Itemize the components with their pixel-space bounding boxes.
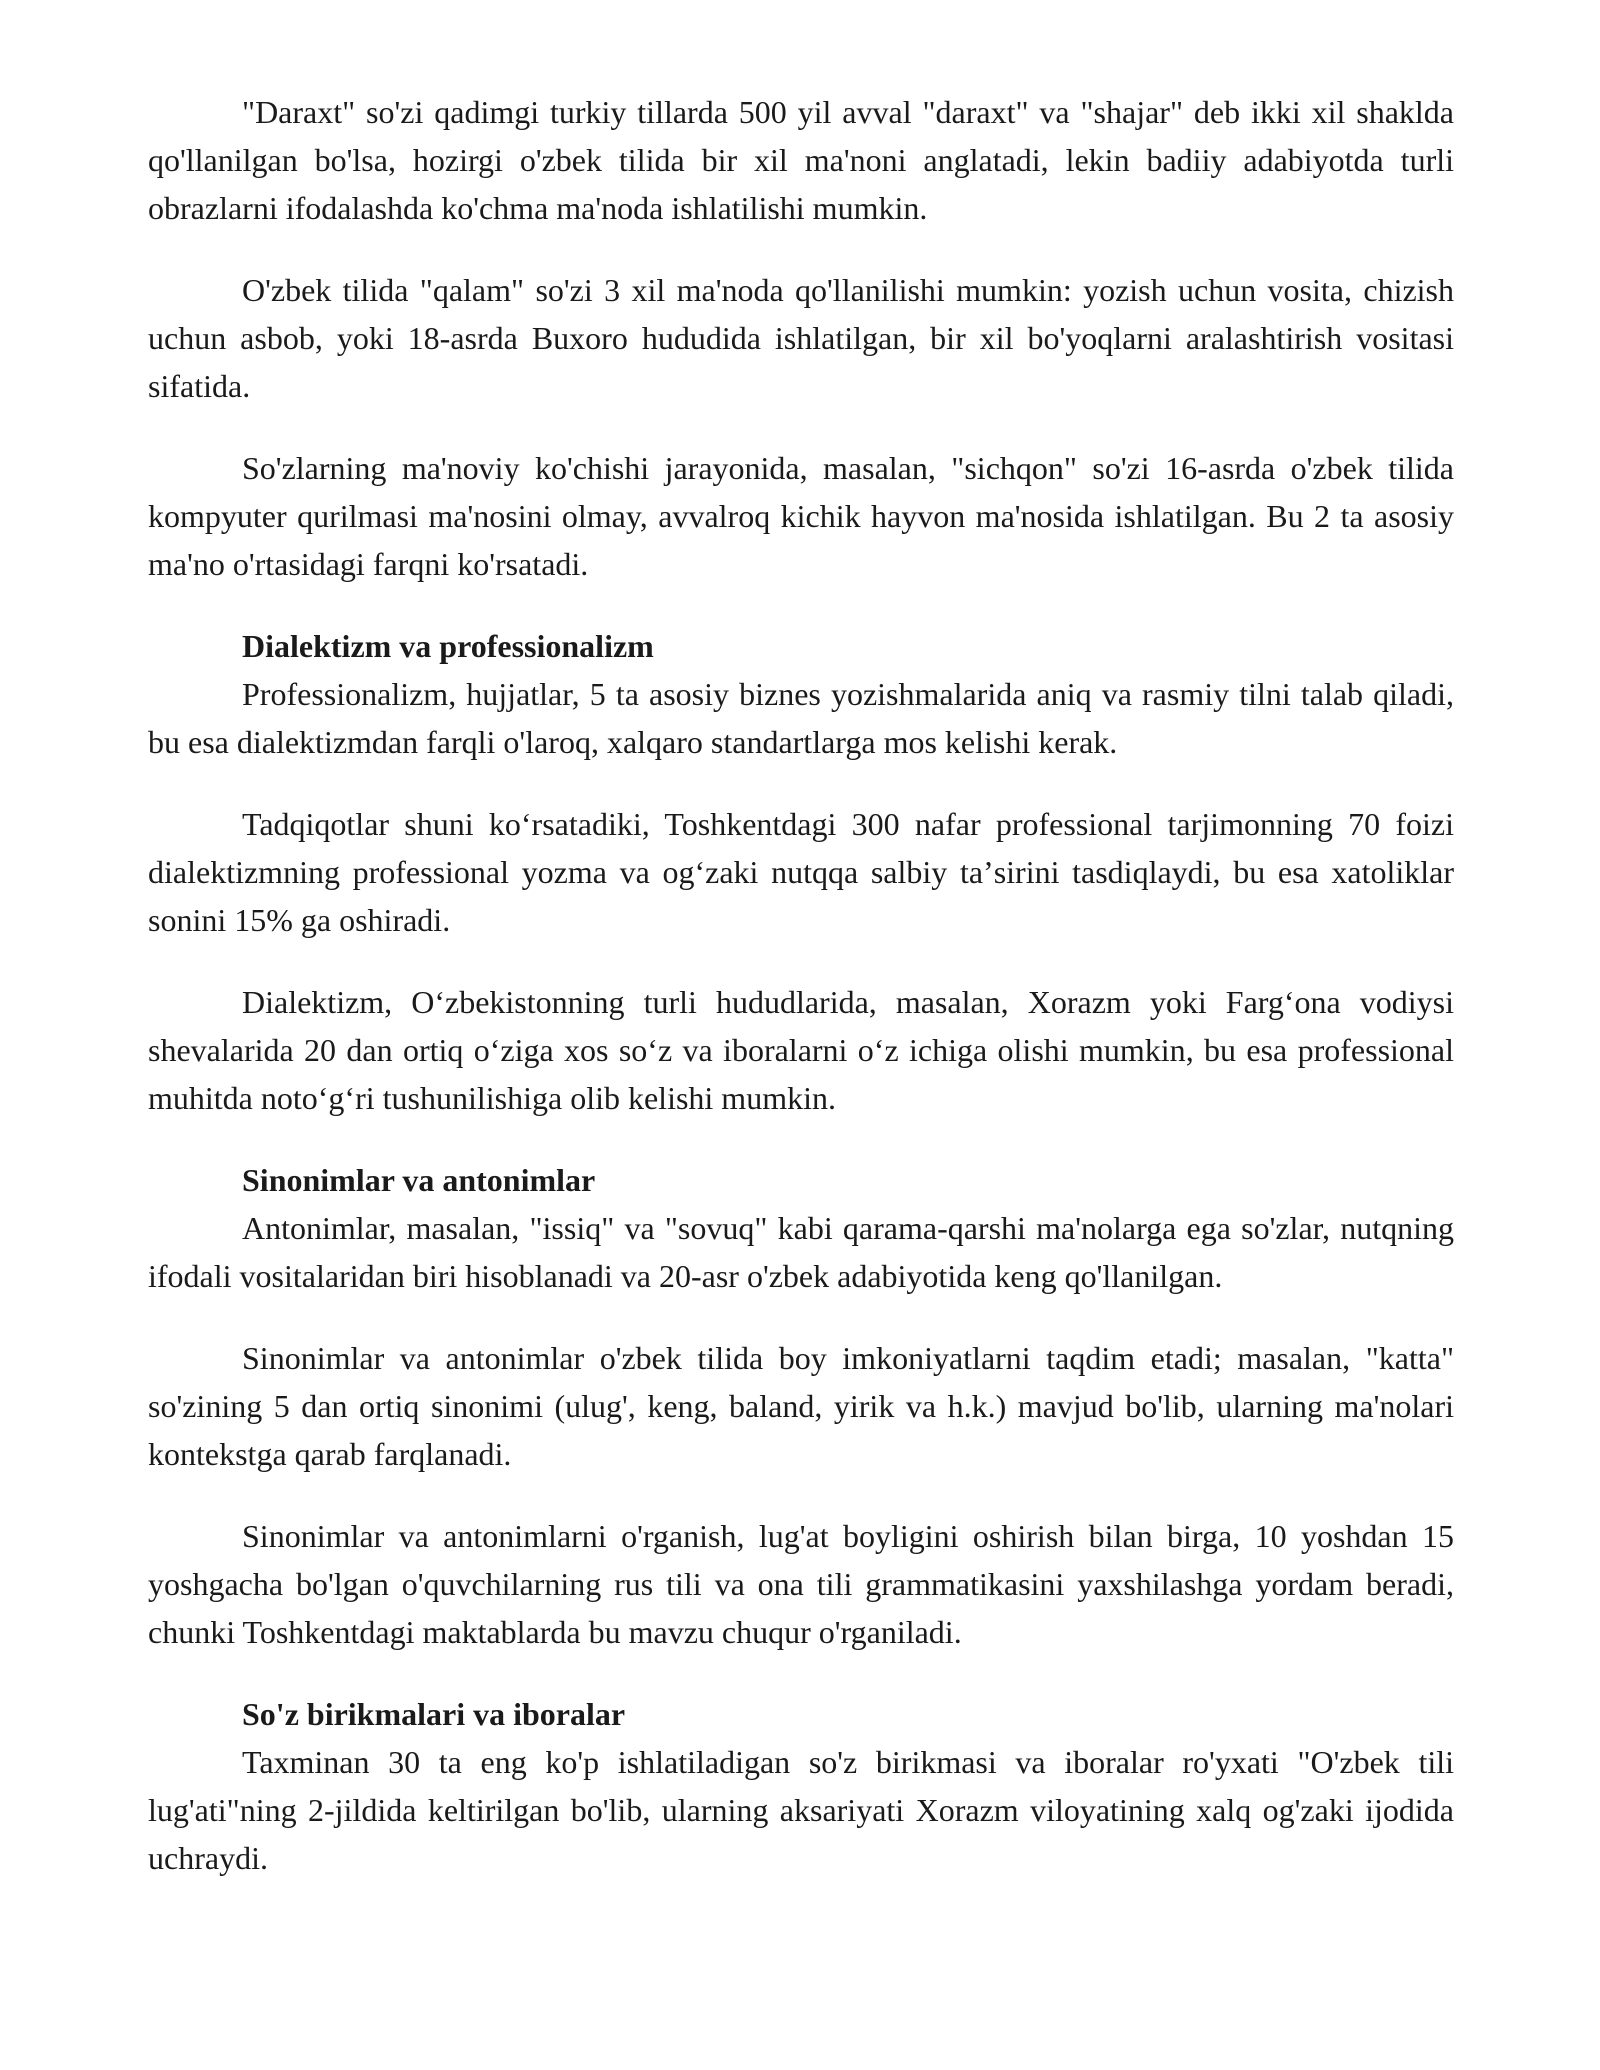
paragraph-daraxt: "Daraxt" so'zi qadimgi turkiy tillarda 500 yil avval "daraxt" va "shajar" deb ikki xil shakldа qo'llanilgan bo'lsa, hozirgi o'zbek tilida bir xil ma'noni anglatadi, lekin badiiy adabiyotda turli obrazlarni ifodalashda ko'chma ma'noda ishlatilishi mumkin. (148, 94, 1454, 226)
paragraph-sinonimlar-organish: Sinonimlar va antonimlarni o'rganish, lug'at boyligini oshirish bilan birga, 10 yoshdan 15 yoshgacha bo'lgan o'quvchilarning rus tili va ona tili grammatikasini yaxshilashga yordam beradi, chunki Toshkentdagi maktablarda bu mavzu chuqur o'rganiladi. (148, 1518, 1454, 1650)
paragraph-birikmalar: Taxminan 30 ta eng ko'p ishlatiladigan so'z birikmasi va iboralar ro'yxati "O'zbek tili lug'ati"ning 2-jildida keltirilgan bo'lib, ularning aksariyati Xorazm viloyatining xalq og'zaki ijodida uchraydi. (148, 1744, 1454, 1876)
paragraph-tadqiqotlar: Tadqiqotlar shuni koʻrsatadiki, Toshkentdagi 300 nafar professional tarjimonning 70 foizi dialektizmning professional yozma va ogʻzaki nutqqa salbiy taʼsirini tasdiqlaydi, bu esa xatoliklar sonini 15% ga oshiradi. (148, 806, 1454, 938)
paragraph-qalam: O'zbek tilida "qalam" so'zi 3 xil ma'noda qo'llanilishi mumkin: yozish uchun vosita, chizish uchun asbob, yoki 18-asrda Buxoro hududida ishlatilgan, bir xil bo'yoqlarni aralashtirish vositasi sifatida. (148, 272, 1454, 404)
heading-sinonimlar: Sinonimlar va antonimlar (242, 1162, 596, 1198)
paragraph-antonimlar: Antonimlar, masalan, "issiq" va "sovuq" kabi qarama-qarshi ma'nolarga ega so'zlar, nutqning ifodali vositalaridan biri hisoblanadi va 20-asr o'zbek adabiyotida keng qo'llanilgan. (148, 1210, 1454, 1294)
paragraph-dialektizm-hududlar: Dialektizm, Oʻzbekistonning turli hududlarida, masalan, Xorazm yoki Fargʻona vodiysi shevalarida 20 dan ortiq oʻziga xos soʻz va iboralarni oʻz ichiga olishi mumkin, bu esa professional muhitda notoʻgʻri tushunilishiga olib kelishi mumkin. (148, 984, 1454, 1116)
paragraph-sinonimlar-imkoniyatlar: Sinonimlar va antonimlar o'zbek tilida boy imkoniyatlarni taqdim etadi; masalan, "katta" so'zining 5 dan ortiq sinonimi (ulug', keng, baland, yirik va h.k.) mavjud bo'lib, ularning ma'nolari kontekstga qarab farqlanadi. (148, 1340, 1454, 1472)
document-page (148, 88, 1454, 1916)
paragraph-professionalizm: Professionalizm, hujjatlar, 5 ta asosiy biznes yozishmalarida aniq va rasmiy tilni talab qiladi, bu esa dialektizmdan farqli o'laroq, xalqaro standartlarga mos kelishi kerak. (148, 676, 1454, 760)
heading-birikmalar: So'z birikmalari va iboralar (242, 1696, 626, 1732)
heading-dialektizm: Dialektizm va professionalizm (242, 628, 654, 664)
paragraph-sichqon: So'zlarning ma'noviy ko'chishi jarayonida, masalan, "sichqon" so'zi 16-asrda o'zbek tilida kompyuter qurilmasi ma'nosini olmay, avvalroq kichik hayvon ma'nosida ishlatilgan. Bu 2 ta asosiy ma'no o'rtasidagi farqni ko'rsatadi. (148, 450, 1454, 582)
